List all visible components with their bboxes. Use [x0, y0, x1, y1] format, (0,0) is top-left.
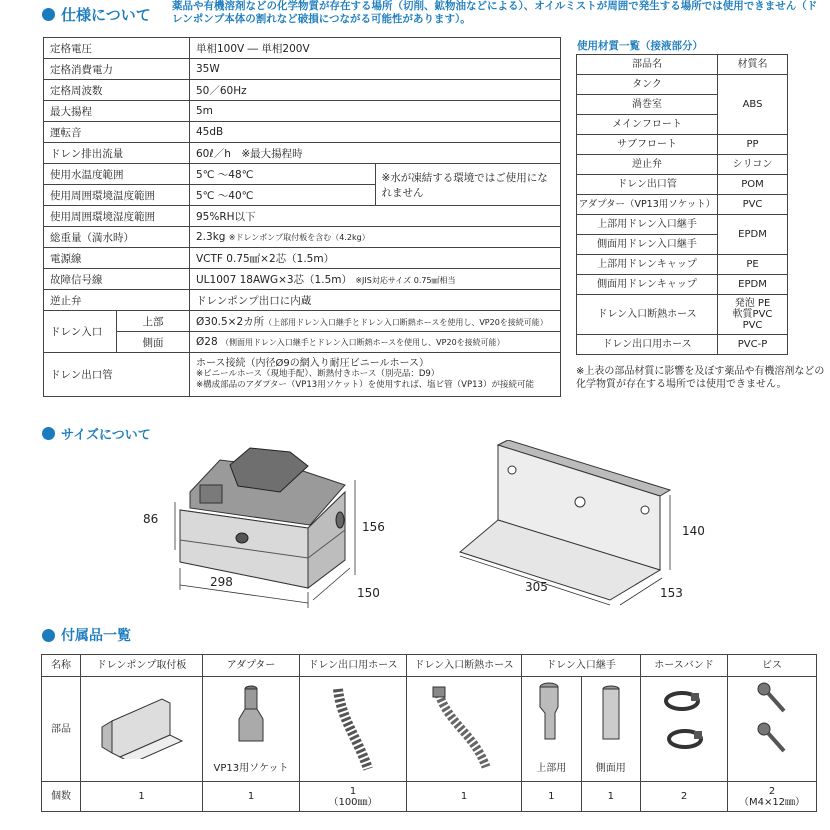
spec-label: 使用水温度範囲	[44, 164, 190, 185]
pump-drawing	[130, 440, 390, 615]
table-row	[44, 206, 561, 227]
materials-header-material: 材質名	[718, 55, 788, 75]
part-name: 渦巻室	[577, 95, 718, 115]
drain-in-side-note: （側面用ドレン入口継手とドレン入口断熱ホースを使用し、VP20を接続可能）	[220, 338, 505, 347]
item-image-cell	[300, 677, 407, 782]
hose-band-icon	[649, 679, 719, 769]
accessories-section-heading	[42, 625, 131, 645]
dim-plate-depth: 153	[660, 586, 683, 600]
insulated-hose-icon	[424, 679, 504, 774]
spec-value: 60ℓ／h ※最大揚程時	[190, 143, 561, 164]
spec-value: 95%RH以下	[190, 206, 561, 227]
item-name: ホースバンド	[641, 655, 728, 677]
item-count: 1	[581, 782, 641, 812]
spec-label: 最大揚程	[44, 101, 190, 122]
item-image-cell	[581, 677, 641, 782]
table-row	[44, 38, 561, 59]
part-name: ドレン出口用ホース	[577, 335, 718, 355]
spec-value	[190, 269, 561, 290]
side-fitting-icon	[591, 679, 631, 749]
spec-value: 単相100V ― 単相200V	[190, 38, 561, 59]
table-row	[44, 227, 561, 248]
spec-warning-text: 薬品や有機溶剤などの化学物質が存在する場所（切削、鉱物油などによる）、オイルミストが周囲で発生する場所では使用できません（ドレンポンプ本体の割れなど破損につながる可能性があります）。	[172, 0, 818, 25]
table-row	[577, 135, 788, 155]
part-name: 側面用ドレン入口継手	[577, 235, 718, 255]
material-name: PE	[718, 255, 788, 275]
table-row	[44, 101, 561, 122]
table-row	[577, 275, 788, 295]
spec-label: 定格電圧	[44, 38, 190, 59]
table-row	[42, 782, 817, 812]
table-row	[44, 290, 561, 311]
dim-pump-height: 156	[362, 520, 385, 534]
spec-section-heading	[42, 4, 151, 25]
table-row	[577, 175, 788, 195]
item-count: 1	[81, 782, 203, 812]
item-count	[300, 782, 407, 812]
item-count: 1	[407, 782, 522, 812]
part-name: 上部用ドレン入口継手	[577, 215, 718, 235]
table-row	[577, 335, 788, 355]
part-name: ドレン入口断熱ホース	[577, 295, 718, 335]
row-header-part: 部品	[42, 677, 81, 782]
spec-value-note: ※ドレンポンプ取付板を含む（4.2kg）	[228, 233, 370, 242]
spec-value: VCTF 0.75㎟×2芯（1.5m）	[190, 248, 561, 269]
material-name: シリコン	[718, 155, 788, 175]
dim-pump-height-small: 86	[143, 512, 159, 526]
spec-label: 総重量（満水時）	[44, 227, 190, 248]
part-name: タンク	[577, 75, 718, 95]
adapter-icon	[221, 679, 281, 749]
bullet-dot-icon	[42, 427, 55, 440]
drain-in-side-label: 側面	[117, 332, 190, 353]
item-name: ビス	[728, 655, 817, 677]
part-name: メインフロート	[577, 115, 718, 135]
drain-out-line1: ホース接続（内径Ø9の網入り耐圧ビニールホース）	[196, 358, 430, 369]
item-count-note: （100㎜）	[328, 796, 378, 808]
item-image-cell	[407, 677, 522, 782]
table-row	[577, 195, 788, 215]
spec-value: 5℃ ～48℃	[190, 164, 376, 185]
spec-value-note: ※JIS対応サイズ 0.75㎟相当	[355, 275, 456, 285]
item-name: ドレン入口断熱ホース	[407, 655, 522, 677]
spec-value: 45dB	[190, 122, 561, 143]
table-row	[577, 75, 788, 95]
item-name: ドレン出口用ホース	[300, 655, 407, 677]
table-row	[44, 80, 561, 101]
item-image-cell	[81, 677, 203, 782]
item-name: アダプター	[203, 655, 300, 677]
material-name: POM	[718, 175, 788, 195]
drain-out-line2: ※ビニールホース（現地手配）、断熱付きホース（別売品：D9）	[196, 369, 440, 379]
drain-in-side-value	[190, 332, 561, 353]
material-name: EPDM	[718, 275, 788, 295]
table-row	[44, 164, 561, 185]
drain-out-label: ドレン出口管	[44, 353, 190, 397]
table-row	[44, 311, 561, 332]
material-name: EPDM	[718, 215, 788, 255]
table-row	[44, 269, 561, 290]
table-row	[44, 248, 561, 269]
material-name: PP	[718, 135, 788, 155]
materials-table	[576, 54, 788, 355]
drain-in-side-main: Ø28	[196, 336, 218, 348]
item-count	[728, 782, 817, 812]
item-count-note: （M4×12㎜）	[738, 796, 806, 808]
item-image-cell	[728, 677, 817, 782]
item-caption: 上部用	[536, 763, 567, 774]
spec-value: 5m	[190, 101, 561, 122]
item-count: 2	[641, 782, 728, 812]
drain-out-value	[190, 353, 561, 397]
spec-value: ドレンポンプ出口に内蔵	[190, 290, 561, 311]
item-count-main: 2	[768, 785, 776, 797]
part-name: 側面用ドレンキャップ	[577, 275, 718, 295]
material-name	[718, 295, 788, 335]
spec-label: 逆止弁	[44, 290, 190, 311]
drain-out-line3: ※構成部品のアダプター（VP13用ソケット）を使用すれば、塩ビ管（VP13）が接続可能	[196, 380, 534, 390]
spec-value: 5℃ ～40℃	[190, 185, 376, 206]
mounting-plate-icon	[92, 679, 192, 759]
material-line: PVC	[742, 320, 763, 331]
part-name: 逆止弁	[577, 155, 718, 175]
spec-value: 50／60Hz	[190, 80, 561, 101]
item-count: 1	[522, 782, 582, 812]
item-name: ドレンポンプ取付板	[81, 655, 203, 677]
spec-value-main: UL1007 18AWG×3芯（1.5m）	[196, 273, 352, 286]
table-row	[44, 143, 561, 164]
material-name: PVC	[718, 195, 788, 215]
spec-label: 電源線	[44, 248, 190, 269]
material-line: 発泡 PE	[734, 298, 771, 309]
table-row	[42, 677, 817, 782]
screw-icon	[742, 679, 802, 769]
part-name: アダプター（VP13用ソケット）	[577, 195, 718, 215]
material-name: ABS	[718, 75, 788, 135]
bullet-dot-icon	[42, 8, 55, 21]
item-caption: VP13用ソケット	[213, 763, 289, 774]
dim-pump-depth: 150	[357, 586, 380, 600]
table-row	[44, 59, 561, 80]
table-row	[577, 215, 788, 235]
accessories-section-title: 付属品一覧	[61, 628, 131, 644]
spec-label: ドレン排出流量	[44, 143, 190, 164]
spec-label: 使用周囲環境湿度範囲	[44, 206, 190, 227]
spec-label: 故障信号線	[44, 269, 190, 290]
material-name: PVC-P	[718, 335, 788, 355]
table-row	[577, 255, 788, 275]
drain-in-label: ドレン入口	[44, 311, 117, 353]
dim-plate-width: 305	[525, 580, 548, 594]
item-image-cell	[641, 677, 728, 782]
material-line: 軟質PVC	[732, 309, 773, 320]
drain-in-upper-value	[190, 311, 561, 332]
materials-title: 使用材質一覧（接液部分）	[577, 40, 703, 52]
bullet-dot-icon	[42, 629, 55, 642]
spec-label: 運転音	[44, 122, 190, 143]
spec-label: 定格周波数	[44, 80, 190, 101]
table-row	[577, 155, 788, 175]
row-header-count: 個数	[42, 782, 81, 812]
item-name: ドレン入口継手	[522, 655, 641, 677]
materials-note: ※上表の部品材質に影響を及ぼす薬品や有機溶剤などの化学物質が存在する場所では使用できません。	[576, 366, 825, 390]
item-count: 1	[203, 782, 300, 812]
dim-plate-height: 140	[682, 524, 705, 538]
item-image-cell	[203, 677, 300, 782]
item-image-cell	[522, 677, 582, 782]
drain-in-upper-note: （上部用ドレン入口継手とドレン入口断熱ホースを使用し、VP20を接続可能）	[264, 317, 548, 327]
spec-value-main: 2.3kg	[196, 231, 226, 243]
drain-in-upper-main: Ø30.5×2カ所	[196, 315, 265, 328]
row-header-name: 名称	[42, 655, 81, 677]
table-row	[577, 295, 788, 335]
table-row	[44, 353, 561, 397]
part-name: サブフロート	[577, 135, 718, 155]
size-section-title: サイズについて	[61, 428, 151, 443]
table-row	[44, 122, 561, 143]
upper-fitting-icon	[531, 679, 571, 749]
table-row	[42, 655, 817, 677]
outlet-hose-icon	[323, 679, 383, 774]
spec-label: 使用周囲環境温度範囲	[44, 185, 190, 206]
item-caption: 側面用	[595, 763, 626, 774]
accessories-table	[41, 654, 817, 812]
item-count-main: 1	[349, 785, 357, 797]
dim-pump-width: 298	[210, 575, 233, 589]
freeze-note: ※水が凍結する環境ではご使用になれません	[375, 164, 561, 206]
drain-in-upper-label: 上部	[117, 311, 190, 332]
spec-value: 35W	[190, 59, 561, 80]
part-name: 上部用ドレンキャップ	[577, 255, 718, 275]
spec-section-title: 仕様について	[61, 6, 151, 24]
part-name: ドレン出口管	[577, 175, 718, 195]
spec-label: 定格消費電力	[44, 59, 190, 80]
spec-value	[190, 227, 561, 248]
materials-header-part: 部品名	[577, 55, 718, 75]
table-row	[577, 55, 788, 75]
spec-table	[43, 37, 561, 397]
table-row	[44, 332, 561, 353]
